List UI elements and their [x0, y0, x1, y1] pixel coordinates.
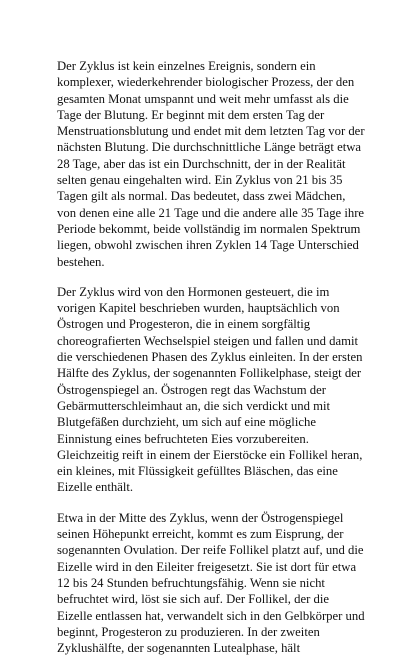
- document-page: [57, 58, 367, 670]
- paragraph-hormones-follicular-phase: Der Zyklus wird von den Hormonen gesteuert, die im vorigen Kapitel beschrieben wurden, hauptsächlich von Östrogen und Progesteron, die in einem sorgfältig choreografierten Wechselspiel steigen und fallen und damit die verschiedenen Phasen des Zyklus einleiten. In der ersten Hälfte des Zyklus, der sogenannten Follikelphase, steigt der Östrogenspiegel an. Östrogen regt das Wachstum der Gebärmutterschleimhaut an, die sich verdickt und mit Blutgefäßen durchzieht, um sich auf eine mögliche Einnistung eines befruchteten Eies vorzubereiten. Gleichzeitig reift in einem der Eierstöcke ein Follikel heran, ein kleines, mit Flüssigkeit gefülltes Bläschen, das eine Eizelle enthält.: [57, 284, 363, 495]
- paragraph-ovulation: Etwa in der Mitte des Zyklus, wenn der Östrogenspiegel seinen Höhepunkt erreicht, kommt es zum Eisprung, der sogenannten Ovulation. Der reife Follikel platzt auf, und die Eizelle wird in den Eileiter freigesetzt. Sie ist dort für etwa 12 bis 24 Stunden befruchtungsfähig. Wenn sie nicht befruchtet wird, löst sie sich auf. Der Follikel, der die Eizelle entlassen hat, verwandelt sich in den Gelbkörper und beginnt, Progesteron zu produzieren. In der zweiten Zyklushälfte, der sogenannten Lutealphase, hält: [57, 510, 365, 656]
- paragraph-cycle-overview: Der Zyklus ist kein einzelnes Ereignis, sondern ein komplexer, wiederkehrender biologischer Prozess, der den gesamten Monat umspannt und weit mehr umfasst als die Tage der Blutung. Er beginnt mit dem ersten Tag der Menstruationsblutung und endet mit dem letzten Tag vor der nächsten Blutung. Die durchschnittliche Länge beträgt etwa 28 Tage, aber das ist ein Durchschnitt, der in der Realität selten genau eingehalten wird. Ein Zyklus von 21 bis 35 Tagen gilt als normal. Das bedeutet, dass zwei Mädchen, von denen eine alle 21 Tage und die andere alle 35 Tage ihre Periode bekommt, beide vollständig im normalen Spektrum liegen, obwohl zwischen ihren Zyklen 14 Tage Unterschied bestehen.: [57, 59, 365, 269]
